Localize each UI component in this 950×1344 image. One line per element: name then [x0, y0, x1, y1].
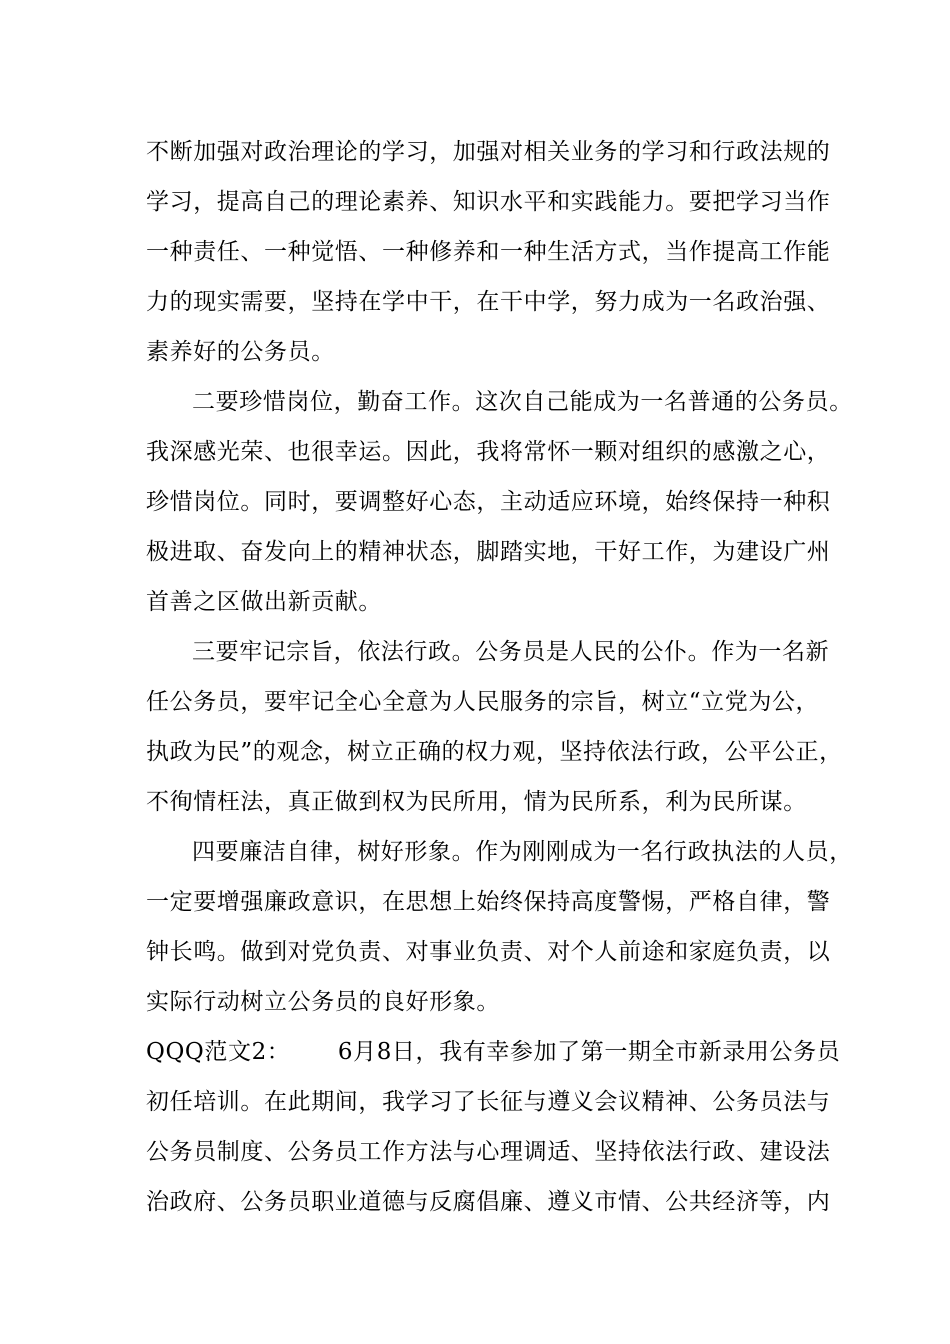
text-line: 首善之区做出新贡献。: [146, 589, 382, 615]
text-line: 任公务员，要牢记全心全意为人民服务的宗旨，树立“立党为公，: [146, 689, 820, 715]
text-line: 不断加强对政治理论的学习，加强对相关业务的学习和行政法规的: [146, 139, 831, 165]
text-line: 初任培训。在此期间，我学习了长征与遵义会议精神、公务员法与: [146, 1089, 831, 1115]
text-line: 实际行动树立公务员的良好形象。: [146, 989, 500, 1015]
text-line: 力的现实需要，坚持在学中干，在干中学，努力成为一名政治强、: [146, 289, 831, 315]
text-line: 一定要增强廉政意识，在思想上始终保持高度警惕，严格自律，警: [146, 889, 831, 915]
text-line: 二要珍惜岗位，勤奋工作。这次自己能成为一名普通的公务员。: [192, 389, 853, 415]
text-line: 钟长鸣。做到对党负责、对事业负责、对个人前途和家庭负责，以: [146, 939, 831, 965]
text-line: 极进取、奋发向上的精神状态，脚踏实地，干好工作，为建设广州: [146, 539, 831, 565]
text-line: 珍惜岗位。同时，要调整好心态，主动适应环境，始终保持一种积: [146, 489, 831, 515]
text-line: 我深感光荣、也很幸运。因此，我将常怀一颗对组织的感激之心，: [146, 439, 831, 465]
text-line: 不徇情枉法，真正做到权为民所用，情为民所系，利为民所谋。: [146, 789, 807, 815]
paragraph: [146, 132, 831, 382]
text-line: 四要廉洁自律，树好形象。作为刚刚成为一名行政执法的人员，: [192, 839, 853, 865]
text-line: 一种责任、一种觉悟、一种修养和一种生活方式，当作提高工作能: [146, 239, 831, 265]
paragraph: [146, 1032, 841, 1232]
paragraph: [146, 832, 853, 1032]
text-line: 治政府、公务员职业道德与反腐倡廉、遵义市情、公共经济等，内: [146, 1189, 831, 1215]
text-line: 素养好的公务员。: [146, 339, 335, 365]
paragraph: [146, 632, 843, 832]
text-line: 执政为民”的观念，树立正确的权力观，坚持依法行政，公平公正，: [146, 739, 843, 765]
document-body: [146, 132, 853, 1232]
text-line: 学习，提高自己的理论素养、知识水平和实践能力。要把学习当作: [146, 189, 831, 215]
text-line: QQQ范文2： 6月8日，我有幸参加了第一期全市新录用公务员: [146, 1039, 841, 1065]
text-line: 公务员制度、公务员工作方法与心理调适、坚持依法行政、建设法: [146, 1139, 831, 1165]
paragraph: [146, 382, 853, 632]
text-line: 三要牢记宗旨，依法行政。公务员是人民的公仆。作为一名新: [192, 639, 830, 665]
